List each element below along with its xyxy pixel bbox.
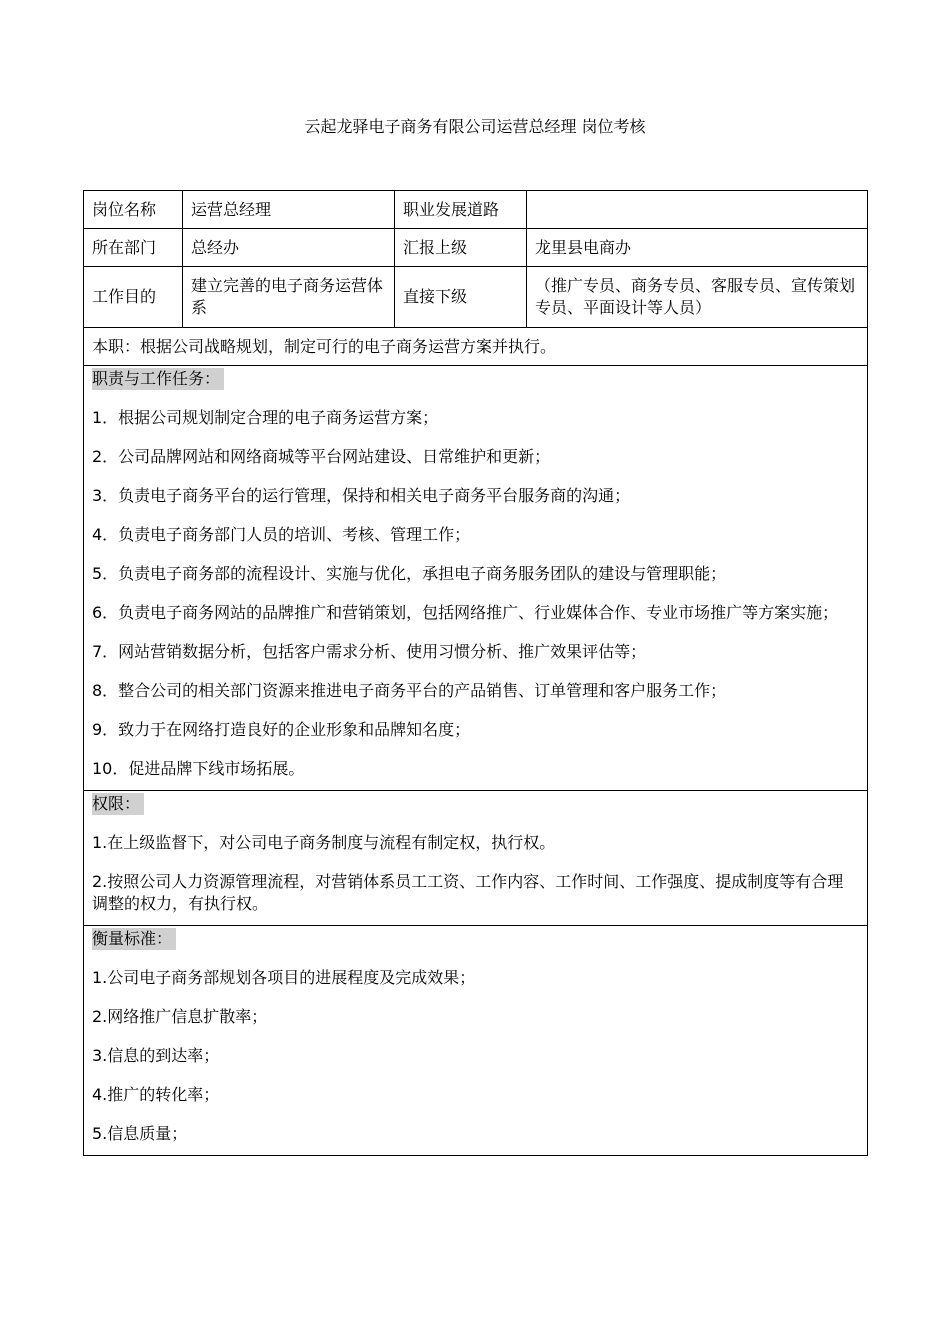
list-item: 2．公司品牌网站和网络商城等平台网站建设、日常维护和更新； xyxy=(92,447,551,466)
dept-value: 总经办 xyxy=(183,229,395,267)
table-row xyxy=(84,191,868,229)
career-value xyxy=(527,191,868,229)
list-item: 6．负责电子商务网站的品牌推广和营销策划，包括网络推广、行业媒体合作、专业市场推广等方案实施； xyxy=(92,603,839,622)
list-item: 10．促进品牌下线市场拓展。 xyxy=(92,759,305,778)
list-item: 7．网站营销数据分析，包括客户需求分析、使用习惯分析、推广效果评估等； xyxy=(92,642,647,661)
list-item: 9．致力于在网络打造良好的企业形象和品牌知名度； xyxy=(92,720,471,739)
report-label: 汇报上级 xyxy=(395,229,527,267)
standards-cell xyxy=(84,926,868,1156)
table-row xyxy=(84,229,868,267)
standards-row xyxy=(84,926,868,1156)
job-assessment-table xyxy=(83,190,868,1156)
list-item: 5．负责电子商务部的流程设计、实施与优化，承担电子商务服务团队的建设与管理职能； xyxy=(92,564,727,583)
list-item: 1.在上级监督下，对公司电子商务制度与流程有制定权，执行权。 xyxy=(92,833,556,852)
list-item: 1.公司电子商务部规划各项目的进展程度及完成效果； xyxy=(92,968,476,987)
list-item: 1．根据公司规划制定合理的电子商务运营方案； xyxy=(92,408,439,427)
subordinate-value: （推广专员、商务专员、客服专员、宣传策划专员、平面设计等人员） xyxy=(527,267,868,328)
responsibilities-heading: 职责与工作任务： xyxy=(92,368,224,390)
authority-row xyxy=(84,791,868,926)
report-value: 龙里县电商办 xyxy=(527,229,868,267)
position-value: 运营总经理 xyxy=(183,191,395,229)
list-item: 2.网络推广信息扩散率； xyxy=(92,1007,268,1026)
authority-cell xyxy=(84,791,868,926)
purpose-value: 建立完善的电子商务运营体系 xyxy=(183,267,395,328)
responsibilities-row xyxy=(84,366,868,791)
table-row xyxy=(84,267,868,328)
responsibilities-cell xyxy=(84,366,868,791)
list-item: 8．整合公司的相关部门资源来推进电子商务平台的产品销售、订单管理和客户服务工作； xyxy=(92,681,727,700)
standards-heading: 衡量标准： xyxy=(92,928,176,950)
list-item: 4.推广的转化率； xyxy=(92,1085,220,1104)
list-item: 3．负责电子商务平台的运行管理，保持和相关电子商务平台服务商的沟通； xyxy=(92,486,631,505)
table-row xyxy=(84,328,868,366)
position-label: 岗位名称 xyxy=(84,191,183,229)
list-item: 5.信息质量； xyxy=(92,1124,188,1143)
list-item: 2.按照公司人力资源管理流程，对营销体系员工工资、工作内容、工作时间、工作强度、提成制度等有合理调整的权力，有执行权。 xyxy=(92,872,844,913)
list-item: 3.信息的到达率； xyxy=(92,1046,220,1065)
subordinate-label: 直接下级 xyxy=(395,267,527,328)
list-item: 4．负责电子商务部门人员的培训、考核、管理工作； xyxy=(92,525,471,544)
document-title: 云起龙驿电子商务有限公司运营总经理 岗位考核 xyxy=(304,117,646,136)
dept-label: 所在部门 xyxy=(84,229,183,267)
career-label: 职业发展道路 xyxy=(395,191,527,229)
purpose-label: 工作目的 xyxy=(84,267,183,328)
authority-heading: 权限： xyxy=(92,793,144,815)
duty-summary: 本职：根据公司战略规划，制定可行的电子商务运营方案并执行。 xyxy=(84,328,868,366)
